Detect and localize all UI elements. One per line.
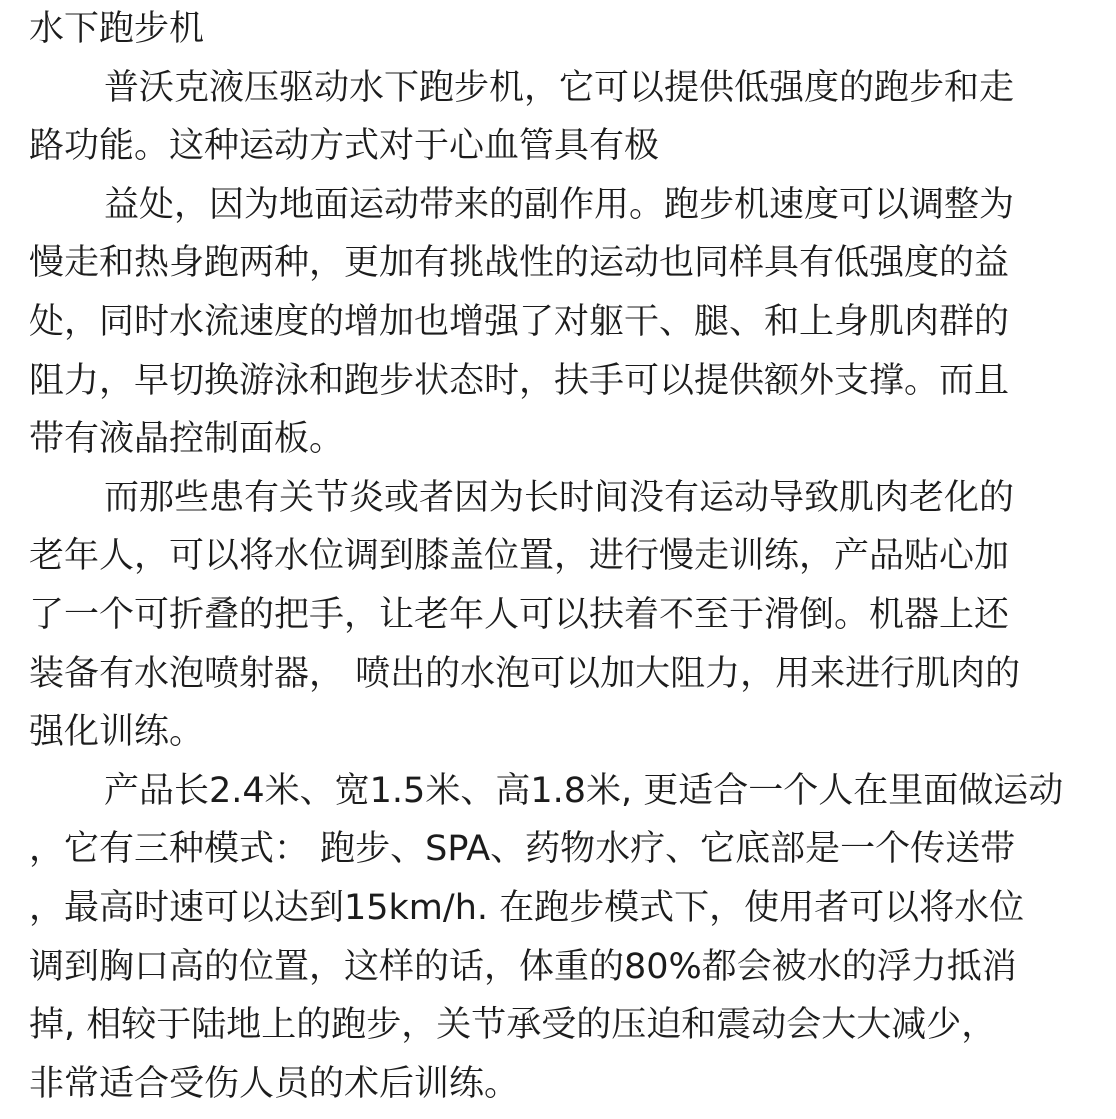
text-line-6: 阻力，早切换游泳和跑步状态时，扶手可以提供额外支撑。而且 [29,360,1010,401]
text-line-13: 产品长2.4米、宽1.5米、高1.8米, 更适合一个人在里面做运动 [104,770,1064,811]
text-line-15: ，最高时速可以达到15km/h. 在跑步模式下，使用者可以将水位 [29,887,1025,928]
text-line-3: 益处，因为地面运动带来的副作用。跑步机速度可以调整为 [104,184,1015,225]
text-line-12: 强化训练。 [29,712,205,753]
text-line-1: 普沃克液压驱动水下跑步机，它可以提供低强度的跑步和走 [104,67,1015,108]
text-line-11: 装备有水泡喷射器， 喷出的水泡可以加大阻力，用来进行肌肉的 [29,653,1021,694]
document-body [29,0,1099,1113]
text-line-18: 非常适合受伤人员的术后训练。 [29,1063,520,1104]
document-title: 水下跑步机 [29,9,205,49]
text-line-8: 而那些患有关节炎或者因为长时间没有运动导致肌肉老化的 [104,477,1015,518]
text-line-10: 了一个可折叠的把手，让老年人可以扶着不至于滑倒。机器上还 [29,594,1010,635]
text-line-16: 调到胸口高的位置，这样的话，体重的80%都会被水的浮力抵消 [29,946,1017,987]
text-line-9: 老年人，可以将水位调到膝盖位置，进行慢走训练，产品贴心加 [29,536,1010,577]
text-line-4: 慢走和热身跑两种，更加有挑战性的运动也同样具有低强度的益 [29,243,1010,284]
text-line-14: ，它有三种模式： 跑步、SPA、药物水疗、它底部是一个传送带 [29,829,1016,870]
text-line-17: 掉, 相较于陆地上的跑步，关节承受的压迫和震动会大大减少， [29,1005,997,1046]
text-line-5: 处，同时水流速度的增加也增强了对躯干、腿、和上身肌肉群的 [29,301,1010,342]
text-line-7: 带有液晶控制面板。 [29,419,345,460]
text-line-2: 路功能。这种运动方式对于心血管具有极 [29,126,660,167]
